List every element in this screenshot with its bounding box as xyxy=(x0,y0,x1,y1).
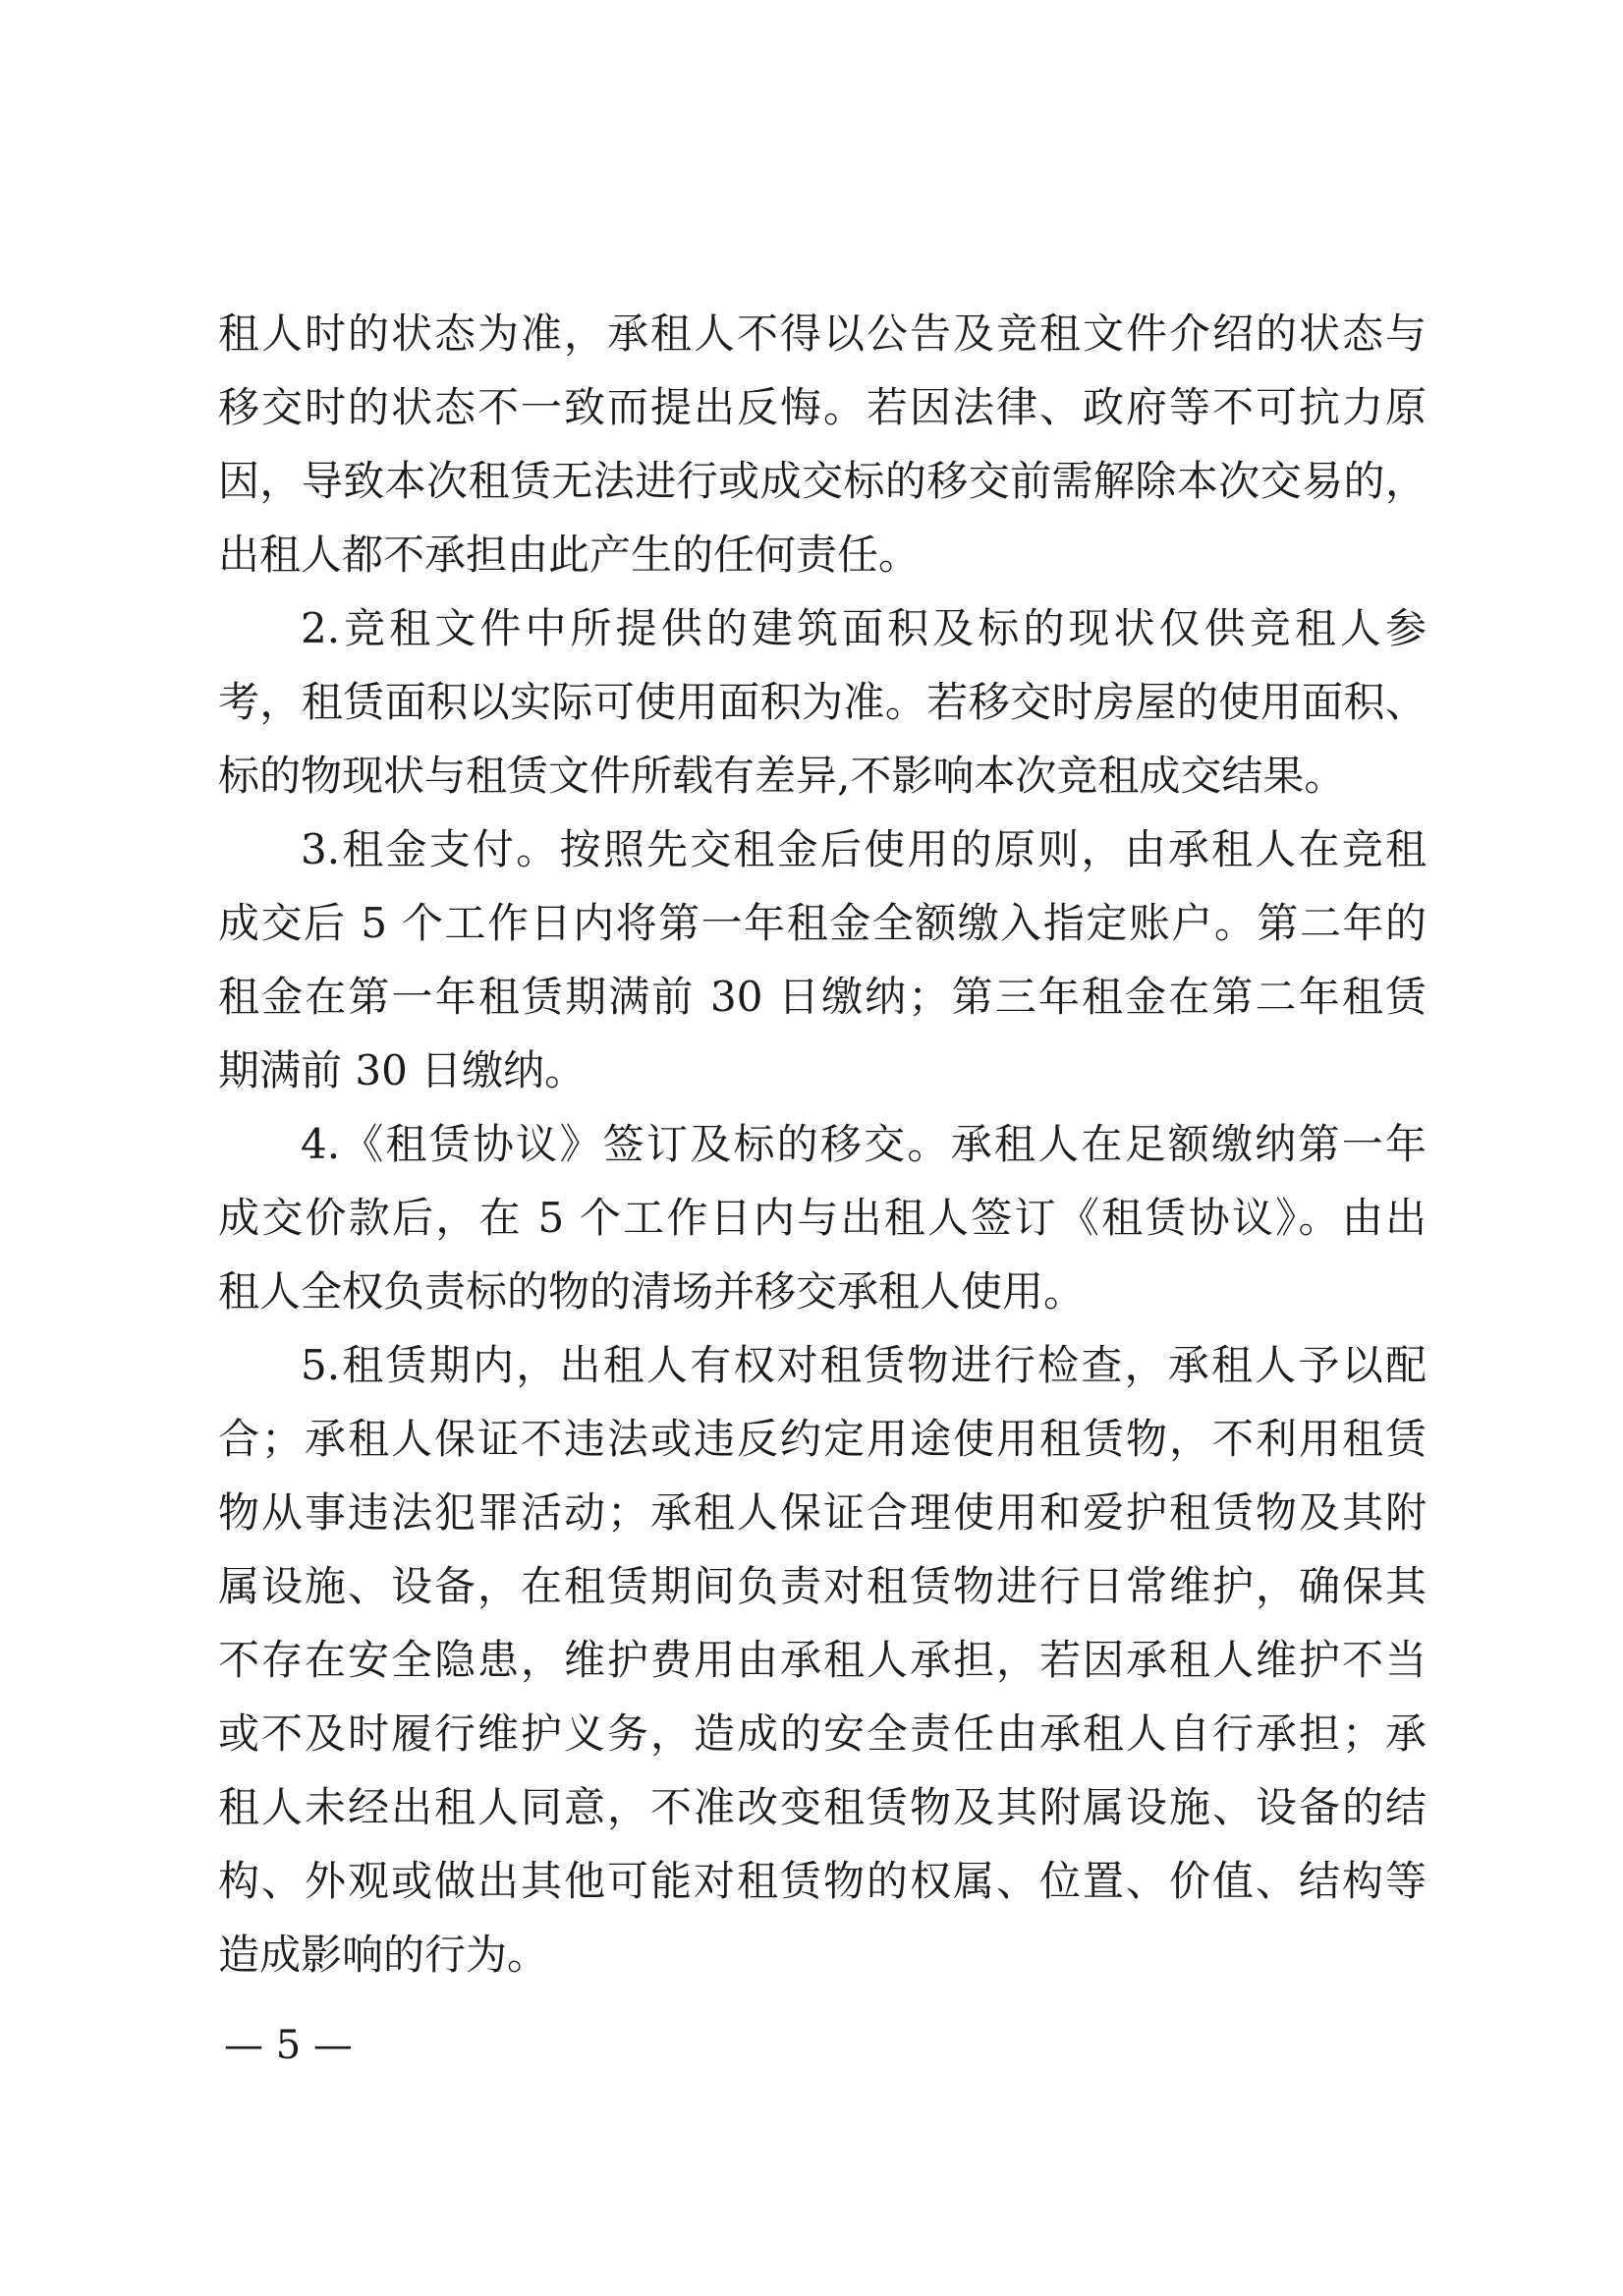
text-line: 造成影响的行为。 xyxy=(218,1931,549,1979)
text-line: 物从事违法犯罪活动；承租人保证合理使用和爱护租赁物及其附 xyxy=(218,1488,1427,1537)
paragraph-5-first-line: 5.租赁期内，出租人有权对租赁物进行检查，承租人予以配 xyxy=(301,1341,1427,1389)
text-line: 租人时的状态为准，承租人不得以公告及竞租文件介绍的状态与 xyxy=(218,309,1427,358)
text-line: 构、外观或做出其他可能对租赁物的权属、位置、价值、结构等 xyxy=(218,1857,1427,1905)
paragraph-3-first-line: 3.租金支付。按照先交租金后使用的原则，由承租人在竞租 xyxy=(301,825,1427,873)
page-number: — 5 — xyxy=(224,2023,353,2068)
text-line: 考，租赁面积以实际可使用面积为准。若移交时房屋的使用面积、 xyxy=(218,678,1427,726)
text-line: 期满前 30 日缴纳。 xyxy=(218,1046,587,1094)
text-line: 标的物现状与租赁文件所载有差异,不影响本次竞租成交结果。 xyxy=(218,752,1346,800)
paragraph-4-first-line: 4.《租赁协议》签订及标的移交。承租人在足额缴纳第一年 xyxy=(301,1120,1427,1168)
text-line: 租金在第一年租赁期满前 30 日缴纳；第三年租金在第二年租赁 xyxy=(218,973,1427,1021)
text-line: 移交时的状态不一致而提出反悔。若因法律、政府等不可抗力原 xyxy=(218,383,1427,431)
text-line: 合；承租人保证不违法或违反约定用途使用租赁物，不利用租赁 xyxy=(218,1415,1427,1463)
text-line: 属设施、设备，在租赁期间负责对租赁物进行日常维护，确保其 xyxy=(218,1562,1427,1610)
text-line: 成交价款后，在 5 个工作日内与出租人签订《租赁协议》。由出 xyxy=(218,1194,1427,1242)
text-line: 不存在安全隐患，维护费用由承租人承担，若因承租人维护不当 xyxy=(218,1636,1427,1684)
text-line: 成交后 5 个工作日内将第一年租金全额缴入指定账户。第二年的 xyxy=(218,899,1427,947)
paragraph-2-first-line: 2.竞租文件中所提供的建筑面积及标的现状仅供竞租人参 xyxy=(301,604,1427,652)
text-line: 或不及时履行维护义务，造成的安全责任由承租人自行承担；承 xyxy=(218,1709,1427,1758)
text-line: 租人未经出租人同意，不准改变租赁物及其附属设施、设备的结 xyxy=(218,1783,1427,1831)
text-line: 出租人都不承担由此产生的任何责任。 xyxy=(218,531,921,579)
document-body xyxy=(218,297,1427,1991)
text-line: 租人全权负责标的物的清场并移交承租人使用。 xyxy=(218,1267,1086,1316)
text-line: 因，导致本次租赁无法进行或成交标的移交前需解除本次交易的， xyxy=(218,457,1427,505)
